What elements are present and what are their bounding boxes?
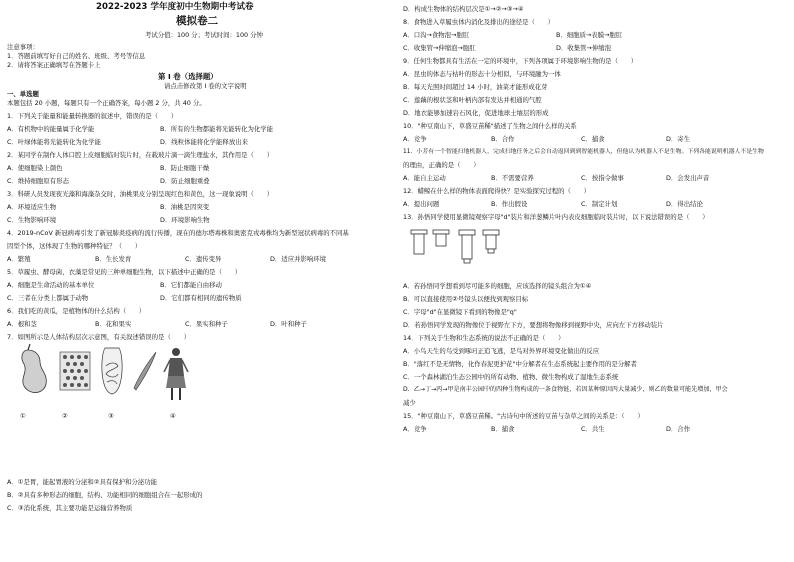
q4-stem-line1: 4．2019-nCoV 新冠病毒引发了新冠肺炎疫病的流行传播，现在的德尔塔毒株和奥密克戎毒株均为新型冠状病毒的不同基: [7, 229, 349, 237]
q14-option-a: A．小鸟天生的鸟受到啄叼正追飞逃，是鸟对外界环境变化做出的反应: [403, 347, 600, 355]
q1-option-a: A．有机物中的能量属于化学能: [7, 125, 95, 133]
q3-option-c: C．生物影响环境: [7, 216, 57, 224]
figure-label-3: ③: [108, 412, 114, 420]
q4-option-a: A．繁殖: [7, 255, 31, 263]
q13-option-c: C．字母"d"在显微镜下看到的物像是"q": [403, 308, 517, 316]
q5-option-b: B．它们都能自由移动: [160, 281, 222, 289]
q8-option-c: C．收集管→伸缩泡→胞肛: [403, 44, 476, 52]
figure-label-1: ①: [20, 412, 26, 420]
q10-stem: 10．"种豆南山下，草盛豆苗稀"描述了生物之间什么样的关系: [403, 122, 577, 130]
q9-stem: 9．任何生物都具有生活在一定的环境中，下列各项属于环境影响生物的是（ ）: [403, 57, 638, 65]
q12-stem: 12．蜡鲸在什么样的物体表面爬得快？是实验探究过程的（ ）: [403, 187, 591, 195]
q7-option-c: C．③消化系统，其主要功能是运输营养物质: [7, 504, 133, 512]
q14-option-b: B．"落红不是无情物，化作春泥更护花"中分解者在生态系统起主要作用的是分解者: [403, 360, 637, 368]
q11-option-a: A．能自主运动: [403, 174, 446, 182]
objective-lens-icon: [483, 230, 499, 253]
q4-option-b: B．生长发育: [95, 255, 132, 263]
q11-option-d: D．会发出声音: [666, 174, 710, 182]
q2-option-a: A．使细胞染上颜色: [7, 164, 63, 172]
q11-stem-line2: 的理由，正确的是（ ）: [403, 161, 480, 169]
q6-option-d: D．叶和种子: [270, 320, 307, 328]
q15-option-d: D．合作: [666, 425, 691, 433]
q9-option-b: B．每天光照时间超过 14 小时，油菜才能形成花芽: [403, 83, 548, 91]
q2-option-d: D．防止细胞重叠: [160, 177, 210, 185]
notes-item-1: 1．答题前填写好自己的姓名、班级、考号等信息: [7, 52, 146, 60]
digestive-system-icon: [102, 348, 122, 394]
q11-option-b: B．不需要营养: [491, 174, 534, 182]
q8-option-d: D．收集管→伸缩泡: [556, 44, 612, 52]
eyepiece-lens-icon: [411, 230, 427, 254]
q10-option-a: A．竞争: [403, 135, 427, 143]
q4-option-c: C．遗传变异: [185, 255, 222, 263]
q10-option-c: C．捕食: [581, 135, 605, 143]
q10-option-b: B．合作: [491, 135, 515, 143]
q3-option-d: D．环境影响生物: [160, 216, 210, 224]
tissue-icon: [60, 352, 90, 390]
q7-option-a: A．①是胃，能起胃液的分泌和②具有保护和分泌功能: [7, 478, 158, 486]
q6-option-b: B．花和果实: [95, 320, 132, 328]
part1-heading: 第 I 卷（选择题）: [158, 72, 218, 81]
q1-option-b: B．所有的生物都能将光能转化为化学能: [160, 125, 274, 133]
exam-subtitle: 模拟卷二: [176, 15, 218, 27]
q13-option-d: D．若孙悟同学发现的物像位于视野左下方，要想将物像移到视野中央，应向左下方移动装片: [403, 321, 664, 329]
q12-option-a: A．提出问题: [403, 200, 440, 208]
muscle-cell-icon: [134, 352, 156, 390]
q1-option-d: D．线粒体能将化学能释放出来: [160, 138, 248, 146]
q8-option-a: A．口沟→食物泡→胞肛: [403, 31, 470, 39]
q15-option-c: C．共生: [581, 425, 605, 433]
notes-heading: 注意事项：: [7, 43, 39, 51]
q12-option-c: C．制定计划: [581, 200, 618, 208]
q3-stem: 3．科研人员发现夜光藻和海藻杂交时，油桃果皮分别呈现红色和黄色，这一现象说明（ ）: [7, 190, 274, 198]
human-figure-icon: [164, 348, 188, 400]
q6-option-a: A．根和茎: [7, 320, 37, 328]
figure-label-2: ②: [62, 412, 68, 420]
q7-option-d: D．构成生物体的结构层次是①→②→③→④: [403, 5, 524, 13]
body-structure-figure: [10, 344, 200, 406]
q2-option-c: C．维持细胞原有形态: [7, 177, 69, 185]
q5-option-d: D．它们都有相同的遗传物质: [160, 294, 242, 302]
q9-option-c: C．莲藕的根状茎和叶柄内部有发达并相通的气腔: [403, 96, 542, 104]
q13-option-b: B．可以直接使用②号镜头以便找到观察目标: [403, 295, 529, 303]
q2-stem: 2．某同学在制作人体口腔上皮细胞临时装片时，在载玻片滴一滴生理盐水，其作用是（ ）: [7, 151, 274, 159]
q5-option-c: C．三者在分类上都属于动物: [7, 294, 89, 302]
q4-stem-line2: 因型个体，这体现了生物的哪种特征？（ ）: [7, 242, 142, 250]
q3-option-a: A．环境适应生物: [7, 203, 57, 211]
exam-meta: 考试分值：100 分；考试时间：100 分钟: [145, 31, 263, 39]
q7-option-b: B．②具有多种形态的细胞，结构、功能相同的细胞组合在一起形成的: [7, 491, 203, 499]
exam-title: 2022-2023 学年度初中生物期中考试卷: [96, 2, 254, 12]
q15-option-a: A．竞争: [403, 425, 427, 433]
section-heading: 一、单选题: [7, 90, 39, 98]
left-column: [0, 0, 395, 562]
q5-stem: 5．草履虫、酵母菌、衣藻是常见的三种单细胞生物，以下描述中正确的是（ ）: [7, 268, 242, 276]
q14-option-d-line2: 减少: [403, 399, 416, 407]
right-column: [399, 0, 794, 562]
q8-stem: 8．食物进入草履虫体内消化及排出的途径是（ ）: [403, 18, 555, 26]
q11-stem-line1: 11．小芳有一个智能扫地机器人，完成扫地任务之后会自动返回到到智能机器人，但他认为机器人不是生物。下列各能说明机器人不是生物: [403, 149, 764, 155]
objective-lens-icon: [459, 230, 475, 263]
q14-stem: 14．下列关于生物和生态系统的说法不正确的是（ ）: [403, 334, 565, 342]
q5-option-a: A．细胞是生命活动的基本单位: [7, 281, 95, 289]
q15-stem: 15．"种豆南山下，草盛豆苗稀。"古诗句中所述的豆苗与杂草之间的关系是：（ ）: [403, 412, 644, 420]
q14-option-d-line1: D．乙→丁→丙→甲是南丰公园中的四种生物构成的一条食物链，若因某种原因丙大量减少，则乙的数量可能先增加，甲会: [403, 386, 728, 393]
q13-option-a: A．若孙悟同学想看到尽可能多的细胞，应该选择的镜头组合为①④: [403, 282, 592, 290]
q10-option-d: D．寄生: [666, 135, 691, 143]
q3-option-b: B．油桃是因突变: [160, 203, 210, 211]
section-intro: 本题包括 20 小题，每题只有一个正确答案，每小题 2 分，共 40 分。: [7, 99, 206, 107]
q6-option-c: C．果实和种子: [185, 320, 228, 328]
q15-option-b: B．捕食: [491, 425, 515, 433]
eyepiece-lens-icon: [433, 230, 449, 246]
notes-item-2: 2．请将答案正确填写在答题卡上: [7, 61, 101, 69]
part1-instruction: 请点击修改第 I 卷的文字说明: [164, 82, 247, 90]
q12-option-b: B．作出假设: [491, 200, 528, 208]
figure-label-4: ④: [170, 412, 176, 420]
q13-stem: 13．孙悟同学使用显微镜观察字母"d"装片和洋葱鳞片叶内表皮细胞临时装片时，以下说法错误的是（ ）: [403, 213, 709, 221]
stomach-icon: [22, 344, 46, 393]
q9-option-d: D．地衣能够加速岩石风化，促进地球土壤层的形成: [403, 109, 549, 117]
q9-option-a: A．昆虫的体态与枯叶的形态十分相似，与环境融为一体: [403, 70, 561, 78]
q2-option-b: B．防止细胞干燥: [160, 164, 210, 172]
q7-stem: 7．如图所示是人体结构层次示意图，有关叙述错误的是（ ）: [7, 333, 191, 341]
q6-stem: 6．我们吃的黄瓜，是植物体的什么结构（ ）: [7, 307, 146, 315]
q1-stem: 1．下列关于能量和能量转换器的叙述中，错误的是（ ）: [7, 112, 178, 120]
q12-option-d: D．得出结论: [666, 200, 703, 208]
q14-option-c: C．一个森林湖泊生态公园中的所有动物、植物、微生物构成了湿地生态系统: [403, 373, 619, 381]
q4-option-d: D．适应并影响环境: [270, 255, 327, 263]
microscope-lens-figure: [407, 226, 557, 270]
q1-option-c: C．叶绿体能将光能转化为化学能: [7, 138, 101, 146]
q11-option-c: C．按指令做事: [581, 174, 624, 182]
q8-option-b: B．细胞质→表膜→胞肛: [556, 31, 623, 39]
